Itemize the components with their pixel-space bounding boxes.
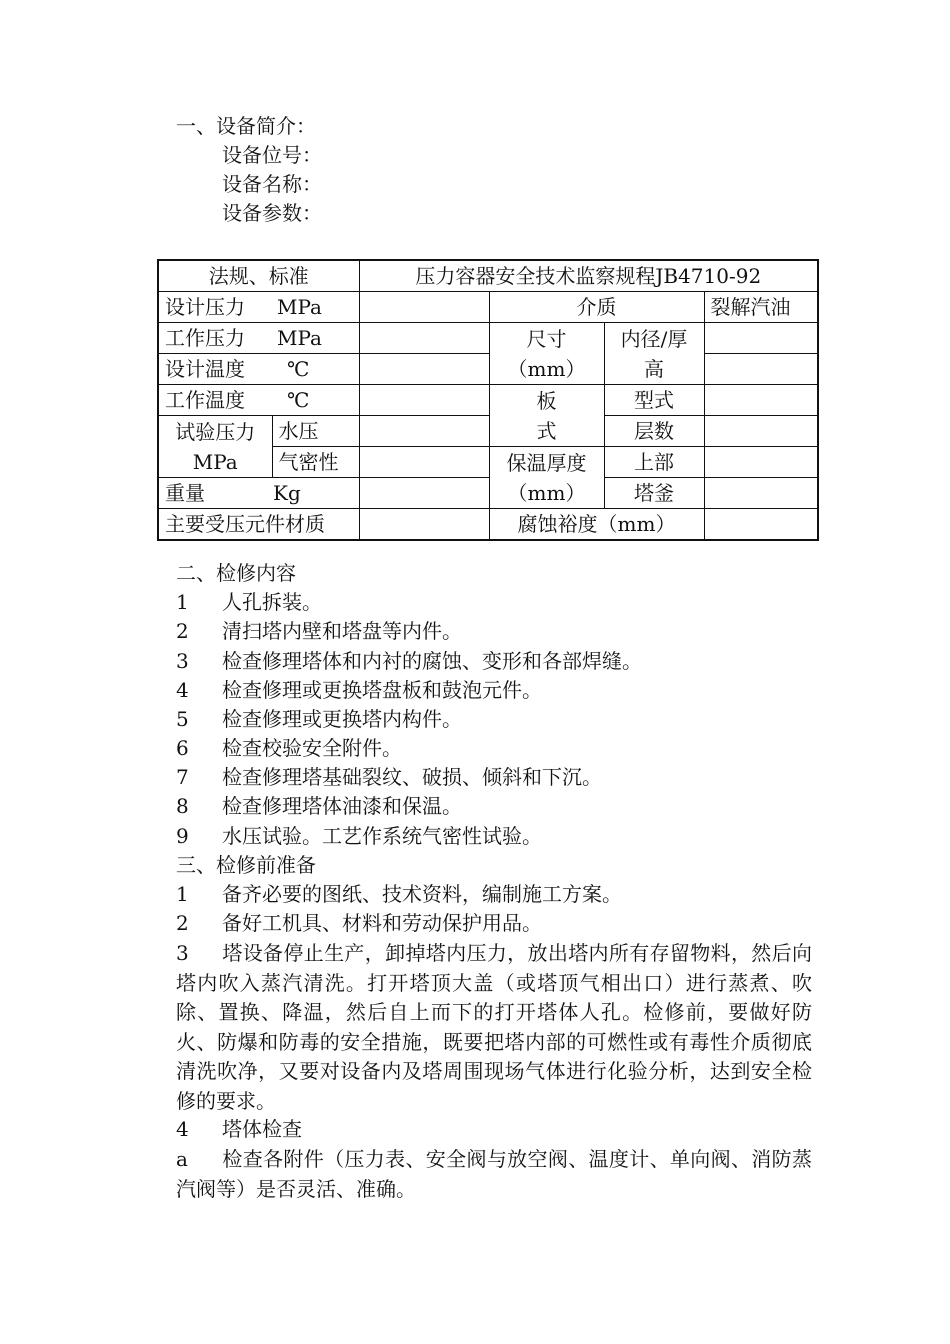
inner-diameter-value-1 (704, 323, 818, 354)
list-item: 8 检查修理塔体油漆和保温。 (176, 794, 462, 818)
weight-value (359, 478, 489, 509)
list-item: 9 水压试验。工艺作系统气密性试验。 (176, 824, 542, 848)
list-item: 4 检查修理或更换塔盘板和鼓泡元件。 (176, 678, 542, 702)
equipment-params-label: 设备参数： (222, 201, 322, 225)
work-pressure-value (359, 323, 489, 354)
air-tight-label: 气密性 (272, 447, 359, 478)
main-material-value (359, 509, 489, 541)
design-pressure-value (359, 292, 489, 323)
medium-value: 裂解汽油 (704, 292, 818, 323)
intro-heading: 一、设备简介： (176, 114, 316, 138)
inner-diameter-value-2 (704, 354, 818, 385)
test-pressure-label: 试验压力 MPa (158, 416, 272, 478)
list-item: 5 检查修理或更换塔内构件。 (176, 707, 462, 731)
air-tight-value (359, 447, 489, 478)
insulation-label: 保温厚度 （mm） (489, 447, 604, 509)
layers-value (704, 416, 818, 447)
list-item: 1 人孔拆装。 (176, 590, 322, 614)
type-label: 型式 (604, 385, 704, 416)
plate-label: 板 式 (489, 385, 604, 447)
upper-value (704, 447, 818, 478)
equipment-parameter-table (157, 259, 819, 541)
design-temp-label: 设计温度 ℃ (158, 354, 359, 385)
type-value (704, 385, 818, 416)
list-item: 6 检查校验安全附件。 (176, 736, 402, 760)
main-material-label: 主要受压元件材质 (158, 509, 359, 541)
corrosion-value (704, 509, 818, 541)
position-no-label: 设备位号： (222, 143, 322, 167)
corrosion-label: 腐蚀裕度（mm） (489, 509, 704, 541)
work-temp-value (359, 385, 489, 416)
section2-heading: 二、检修内容 (176, 561, 296, 585)
inner-diameter-label: 内径/厚 高 (604, 323, 704, 385)
water-pressure-value (359, 416, 489, 447)
list-item: 3 检查修理塔体和内衬的腐蚀、变形和各部焊缝。 (176, 649, 642, 673)
layers-label: 层数 (604, 416, 704, 447)
list-item: 2 备好工机具、材料和劳动保护用品。 (176, 911, 542, 935)
design-temp-value (359, 354, 489, 385)
equipment-name-label: 设备名称： (222, 172, 322, 196)
skirt-value (704, 478, 818, 509)
regulation-value: 压力容器安全技术监察规程JB4710-92 (359, 260, 818, 292)
weight-label: 重量 Kg (158, 478, 359, 509)
work-temp-label: 工作温度 ℃ (158, 385, 359, 416)
water-pressure-label: 水压 (272, 416, 359, 447)
list-item: 2 清扫塔内壁和塔盘等内件。 (176, 619, 462, 643)
regulation-label: 法规、标准 (158, 260, 359, 292)
list-item: 7 检查修理塔基础裂纹、破损、倾斜和下沉。 (176, 765, 602, 789)
size-label: 尺寸 （mm） (489, 323, 604, 385)
work-pressure-label: 工作压力 MPa (158, 323, 359, 354)
section3-heading: 三、检修前准备 (176, 853, 316, 877)
upper-label: 上部 (604, 447, 704, 478)
list-item: 1 备齐必要的图纸、技术资料，编制施工方案。 (176, 882, 622, 906)
medium-label: 介质 (489, 292, 704, 323)
sub-list-item: a 检查各附件（压力表、安全阀与放空阀、温度计、单向阀、消防蒸汽阀等）是否灵活、准确。 (176, 1147, 812, 1201)
skirt-label: 塔釜 (604, 478, 704, 509)
design-pressure-label: 设计压力 MPa (158, 292, 359, 323)
list-item-paragraph: 3 塔设备停止生产，卸掉塔内压力，放出塔内所有存留物料，然后向塔内吹入蒸汽清洗。打开塔顶大盖（或塔顶气相出口）进行蒸煮、吹除、置换、降温，然后自上而下的打开塔体人孔。检修前，要做好防火、防爆和防毒的安全措施，既要把塔内部的可燃性或有毒性介质彻底清洗吹净，又要对设备内及塔周围现场气体进行化验分析，达到安全检修的要求。 (176, 941, 812, 1113)
list-item: 4 塔体检查 (176, 1117, 302, 1141)
